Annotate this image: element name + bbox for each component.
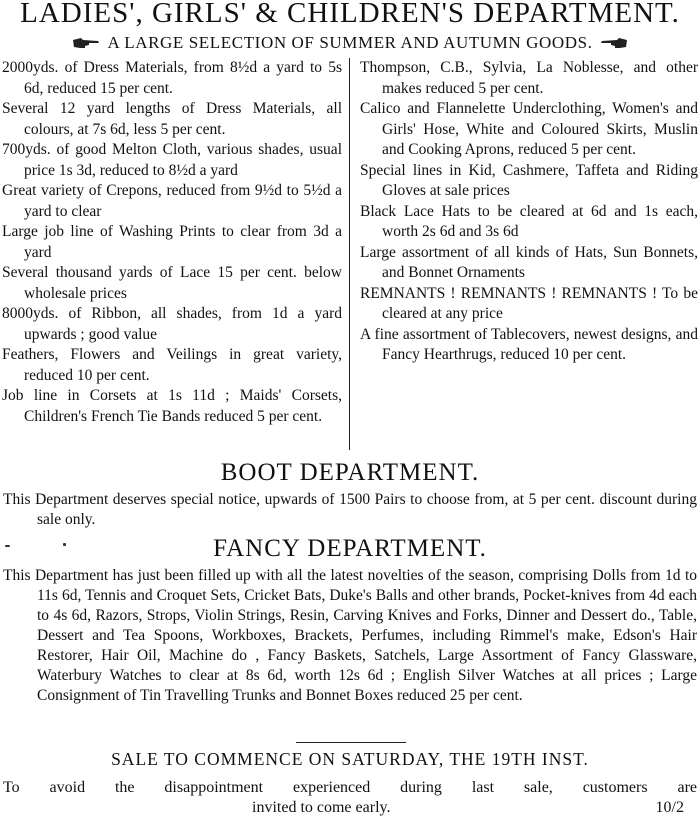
list-item: A fine assortment of Tablecovers, newest designs, and Fancy Hearthrugs, reduced 10 per cent. (360, 325, 698, 363)
list-item: Feathers, Flowers and Veilings in great variety, reduced 10 per cent. (2, 346, 342, 384)
fancy-department-text: This Department has just been filled up with all the latest novelties of the season, comprising Dolls from 1d to 11s 6d, Tennis and Croquet Sets, Cricket Bats, Duke's Balls and other brands, Pocket-knives from 4d each to 4s 6d, Razors, Strops, Violin Strings, Resin, Carving Knives and Forks, Dinner and Dessert do., Table, Dessert and Tea Spoons, Workboxes, Brackets, Perfumes, including Rimmel's make, Edson's Hair Restorer, Hair Oil, Machine do , Fancy Baskets, Satchels, Large Assortment of Fancy Glassware, Waterbury Watches to clear at 8s 6d, worth 12s 6d ; English Silver Watches at all prices ; Large Consignment of Tin Travelling Trunks and Bonnet Boxes reduced 25 per cent. (3, 567, 697, 704)
closing-text-line-1: To avoid the disappointment experienced during last sale, customers are (3, 779, 697, 796)
list-item: Special lines in Kid, Cashmere, Taffeta and Riding Gloves at sale prices (360, 161, 698, 199)
list-item: 700yds. of good Melton Cloth, various shades, usual price 1s 3d, reduced to 8½d a yard (2, 141, 342, 179)
sale-announcement: SALE TO COMMENCE ON SATURDAY, THE 19TH INST. (111, 749, 589, 769)
right-column (360, 58, 698, 366)
fancy-department-heading: FANCY DEPARTMENT. (213, 535, 487, 562)
list-item: 2000yds. of Dress Materials, from 8½d a yard to 5s 6d, reduced 15 per cent. (2, 59, 342, 97)
list-item: Several 12 yard lengths of Dress Materials, all colours, at 7s 6d, less 5 per cent. (2, 100, 342, 138)
left-column (2, 58, 342, 427)
list-item: Large job line of Washing Prints to clear from 3d a yard (2, 223, 342, 261)
boot-department-text: This Department deserves special notice, upwards of 1500 Pairs to choose from, at 5 per cent. discount during sale only. (3, 491, 697, 528)
closing-text-line-2: invited to come early. (252, 799, 391, 816)
list-item: Job line in Corsets at 1s 11d ; Maids' Corsets, Children's French Tie Bands reduced 5 per cent. (2, 387, 342, 425)
pointing-hand-left-icon (599, 36, 629, 50)
column-divider (349, 58, 350, 450)
department-title: LADIES', GIRLS' & CHILDREN'S DEPARTMENT. (20, 0, 680, 29)
list-item: Large assortment of all kinds of Hats, Sun Bonnets, and Bonnet Ornaments (360, 243, 698, 281)
pointing-hand-right-icon (71, 36, 101, 50)
list-item: Calico and Flannelette Underclothing, Women's and Girls' Hose, White and Coloured Skirts, Muslin and Cooking Aprons, reduced 5 per cent. (360, 100, 698, 158)
subtitle-line (0, 32, 700, 54)
list-item: 8000yds. of Ribbon, all shades, from 1d a yard upwards ; good value (2, 305, 342, 343)
boot-department-heading: BOOT DEPARTMENT. (220, 459, 480, 486)
decorative-rule (296, 742, 406, 746)
list-item: Black Lace Hats to be cleared at 6d and 1s each, worth 2s 6d and 3s 6d (360, 202, 698, 240)
page-reference: 10/2 (655, 799, 684, 816)
list-item: Thompson, C.B., Sylvia, La Noblesse, and other makes reduced 5 per cent. (360, 59, 698, 97)
list-item: REMNANTS ! REMNANTS ! REMNANTS ! To be cleared at any price (360, 284, 698, 322)
subtitle-text: A LARGE SELECTION OF SUMMER AND AUTUMN GOODS. (107, 33, 593, 52)
list-item: Great variety of Crepons, reduced from 9½d to 5½d a yard to clear (2, 182, 342, 220)
list-item: Several thousand yards of Lace 15 per cent. below wholesale prices (2, 264, 342, 302)
